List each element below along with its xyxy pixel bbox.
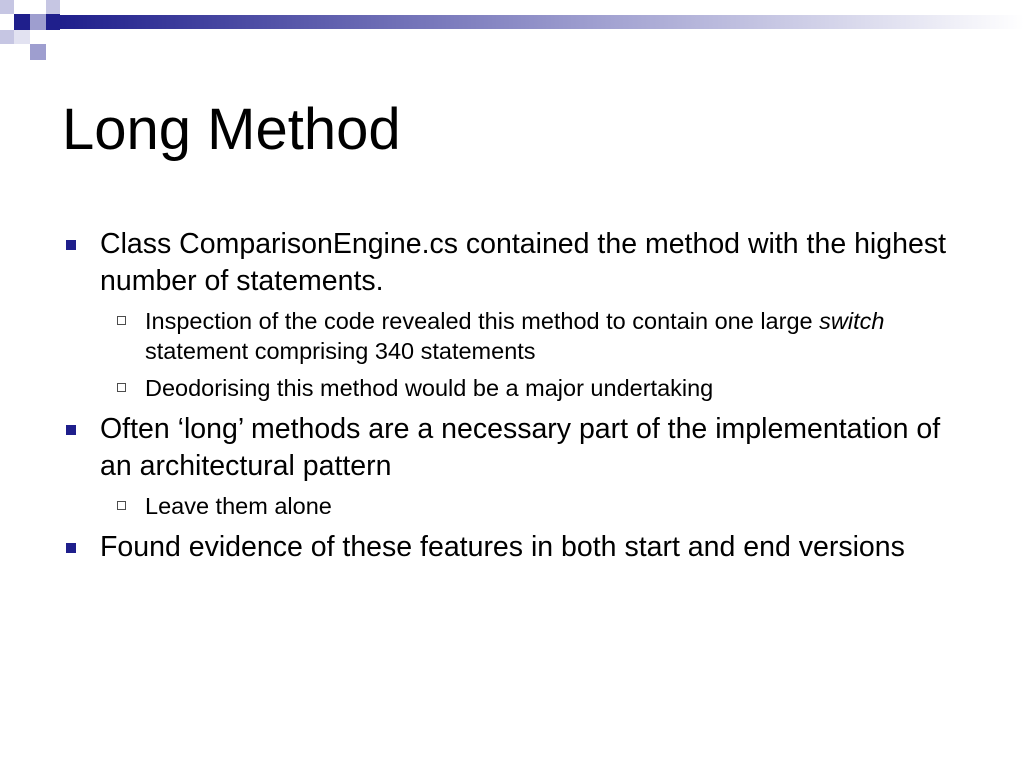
header-square-medium: [30, 14, 46, 30]
sub-bullet-item: [100, 373, 962, 403]
square-bullet-icon: [66, 240, 76, 250]
sub-bullet-list: [100, 491, 962, 521]
header-square-light: [0, 0, 14, 14]
sub-bullet-list: [100, 306, 962, 403]
hollow-square-bullet-icon: [117, 316, 126, 325]
square-bullet-icon: [66, 425, 76, 435]
sub-bullet-text-emphasis: switch: [819, 308, 885, 334]
bullet-text: Found evidence of these features in both start and end versions: [100, 531, 905, 563]
bullet-item: [62, 226, 962, 403]
hollow-square-bullet-icon: [117, 383, 126, 392]
header-square-light: [46, 0, 60, 14]
bullet-text: Often ‘long’ methods are a necessary part of the implementation of an architectural pattern: [100, 413, 941, 482]
sub-bullet-text-after: statement comprising 340 statements: [145, 338, 536, 364]
hollow-square-bullet-icon: [117, 501, 126, 510]
header-square-light: [0, 30, 14, 44]
sub-bullet-item: [100, 491, 962, 521]
header-square-medium: [30, 44, 46, 60]
sub-bullet-text: [145, 308, 884, 364]
slide-body: [62, 226, 962, 574]
slide-title: Long Method: [62, 97, 401, 162]
bullet-text: Class ComparisonEngine.cs contained the method with the highest number of statements.: [100, 228, 946, 297]
sub-bullet-text: Deodorising this method would be a major undertaking: [145, 375, 714, 401]
bullet-item: [62, 411, 962, 521]
header-decoration: [0, 0, 1024, 62]
header-square-dark: [14, 14, 30, 30]
header-gradient-bar: [60, 15, 1024, 29]
square-bullet-icon: [66, 543, 76, 553]
header-square-pale: [14, 30, 30, 44]
sub-bullet-text-before: Inspection of the code revealed this method to contain one large: [145, 308, 820, 334]
sub-bullet-text: Leave them alone: [145, 493, 332, 519]
bullet-item: [62, 529, 962, 566]
header-square-dark: [46, 14, 60, 30]
sub-bullet-item: [100, 306, 962, 366]
